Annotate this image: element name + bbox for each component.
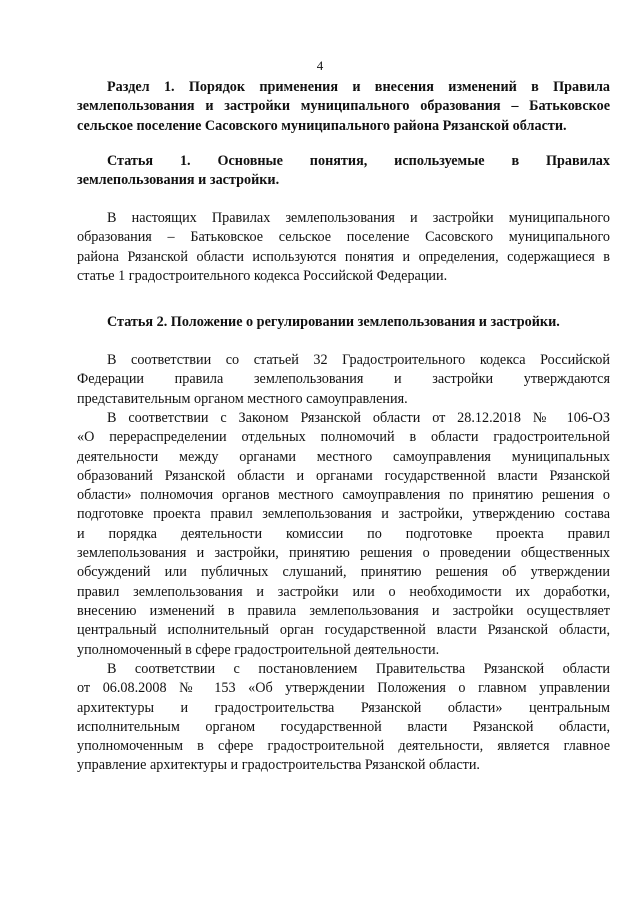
paragraph-line: Федерации правила землепользования и застройки утверждаются (77, 371, 610, 388)
article2-heading-line: Статья 2. Положение о регулировании землепользования и застройки. (107, 314, 560, 330)
paragraph-line: уполномоченный в сфере градостроительной деятельности. (77, 641, 440, 658)
paragraph-line: внесению изменений в правила землепользования и застройки осуществляет (77, 602, 610, 619)
section-heading-line: Раздел 1. Порядок применения и внесения изменений в Правила (107, 79, 610, 95)
paragraph-line: представительным органом местного самоуправления. (77, 390, 408, 407)
paragraph-line: образований Рязанской области и органами государственной власти Рязанской (77, 467, 610, 484)
paragraph-line: В настоящих Правилах землепользования и застройки муниципального (107, 210, 610, 226)
article2-paragraph-1 (77, 351, 610, 409)
page-number: 4 (316, 58, 324, 73)
paragraph-line: уполномоченным в сфере градостроительной деятельности, является главное (77, 738, 610, 755)
article2-paragraph-2 (77, 409, 610, 660)
paragraph-line: правил землепользования и застройки или о необходимости их доработки, (77, 583, 610, 600)
section-heading-line: сельское поселение Сасовского муниципального района Рязанской области. (77, 117, 567, 134)
article1-heading-line: Статья 1. Основные понятия, используемые в Правилах (107, 153, 610, 169)
paragraph-line: землепользования и застройки, принятию решения о проведении общественных (77, 545, 610, 562)
article1-heading (77, 152, 610, 191)
paragraph-line: области» полномочия органов местного самоуправления по принятию решения о (77, 487, 610, 504)
paragraph-line: архитектуры и градостроительства Рязанской области» центральным (77, 699, 610, 716)
paragraph-line: В соответствии с постановлением Правительства Рязанской области (107, 661, 610, 677)
paragraph-line: и порядка деятельности комиссии по подготовке проекта правил (77, 525, 610, 542)
article1-text (77, 209, 610, 286)
article2-heading (77, 313, 610, 332)
paragraph-line: В соответствии со статьей 32 Градостроительного кодекса Российской (107, 352, 610, 368)
section-heading-line: землепользования и застройки муниципального образования – Батьковское (77, 98, 610, 115)
paragraph-line: центральный исполнительный орган государственной власти Рязанской области, (77, 622, 610, 639)
paragraph-line: обсуждений или публичных слушаний, принятию решения об утверждении (77, 564, 610, 581)
paragraph-line: подготовке проекта правил землепользования и застройки, утверждению состава (77, 506, 610, 523)
paragraph-line: района Рязанской области используются понятия и определения, содержащиеся в (77, 248, 610, 265)
paragraph-line: «О перераспределении отдельных полномочий в области градостроительной (77, 429, 610, 446)
paragraph-line: деятельности между органами местного самоуправления муниципальных (77, 448, 610, 465)
paragraph-line: статье 1 градостроительного кодекса Российской Федерации. (77, 267, 448, 284)
article2-paragraph-3 (77, 660, 610, 776)
paragraph-line: В соответствии с Законом Рязанской области от 28.12.2018 № 106-ОЗ (107, 410, 610, 426)
article1-heading-line: землепользования и застройки. (77, 172, 280, 189)
paragraph-line: исполнительным органом государственной власти Рязанской области, (77, 718, 610, 735)
paragraph-line: образования – Батьковское сельское поселение Сасовского муниципального (77, 229, 610, 246)
section-heading (77, 78, 610, 136)
paragraph-line: управление архитектуры и градостроительства Рязанской области. (77, 757, 480, 774)
paragraph-line: от 06.08.2008 № 153 «Об утверждении Положения о главном управлении (77, 680, 610, 697)
